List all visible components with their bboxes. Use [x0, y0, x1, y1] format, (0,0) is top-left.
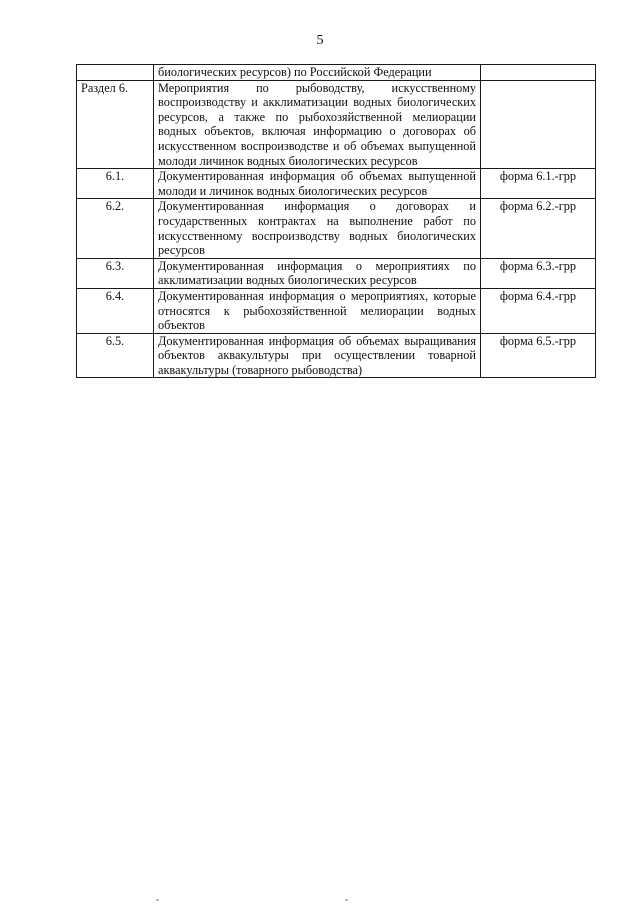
row-form-cell: форма 6.1.-грр — [481, 169, 596, 199]
row-number-cell: 6.3. — [77, 258, 154, 288]
row-description-cell: Документированная информация об объемах выращивания объектов аквакультуры при осуществлении товарной аквакультуры (товарного рыбоводства) — [154, 333, 481, 378]
row-number-cell — [77, 65, 154, 81]
table-row-6-1 — [77, 169, 596, 199]
row-form-cell: форма 6.4.-грр — [481, 288, 596, 333]
row-form-cell — [481, 65, 596, 81]
row-description-cell: Документированная информация о мероприятиях, которые относятся к рыбохозяйственной мелиорации водных объектов — [154, 288, 481, 333]
row-description-cell: Документированная информация о мероприятиях по акклиматизации водных биологических ресурсов — [154, 258, 481, 288]
scan-mark — [156, 899, 159, 901]
page-number: 5 — [316, 33, 324, 48]
section-number-cell: Раздел 6. — [77, 80, 154, 169]
row-number-cell: 6.4. — [77, 288, 154, 333]
row-description-cell: Документированная информация об объемах выпущенной молоди и личинок водных биологических ресурсов — [154, 169, 481, 199]
row-form-cell: форма 6.5.-грр — [481, 333, 596, 378]
scan-mark — [345, 899, 348, 901]
table-row-6-4 — [77, 288, 596, 333]
table-row-section-6 — [77, 80, 596, 169]
row-number-cell: 6.1. — [77, 169, 154, 199]
row-number-cell: 6.2. — [77, 199, 154, 258]
row-description-cell: Документированная информация о договорах и государственных контрактах на выполнение работ по искусственному воспроизводству водных биологических ресурсов — [154, 199, 481, 258]
row-form-cell — [481, 80, 596, 169]
table-row-continuation — [77, 65, 596, 81]
row-description-cell: биологических ресурсов) по Российской Федерации — [154, 65, 481, 81]
section-description-cell: Мероприятия по рыбоводству, искусственному воспроизводству и акклиматизации водных биологических ресурсов, а также по рыбохозяйственной мелиорации водных объектов, включая информацию о договорах об искусственном воспроизводстве и об объемах выпущенной молоди личинок водных биологических ресурсов — [154, 80, 481, 169]
row-number-cell: 6.5. — [77, 333, 154, 378]
registry-table — [76, 64, 596, 378]
table-row-6-5 — [77, 333, 596, 378]
table-row-6-3 — [77, 258, 596, 288]
table-row-6-2 — [77, 199, 596, 258]
row-form-cell: форма 6.3.-грр — [481, 258, 596, 288]
row-form-cell: форма 6.2.-грр — [481, 199, 596, 258]
